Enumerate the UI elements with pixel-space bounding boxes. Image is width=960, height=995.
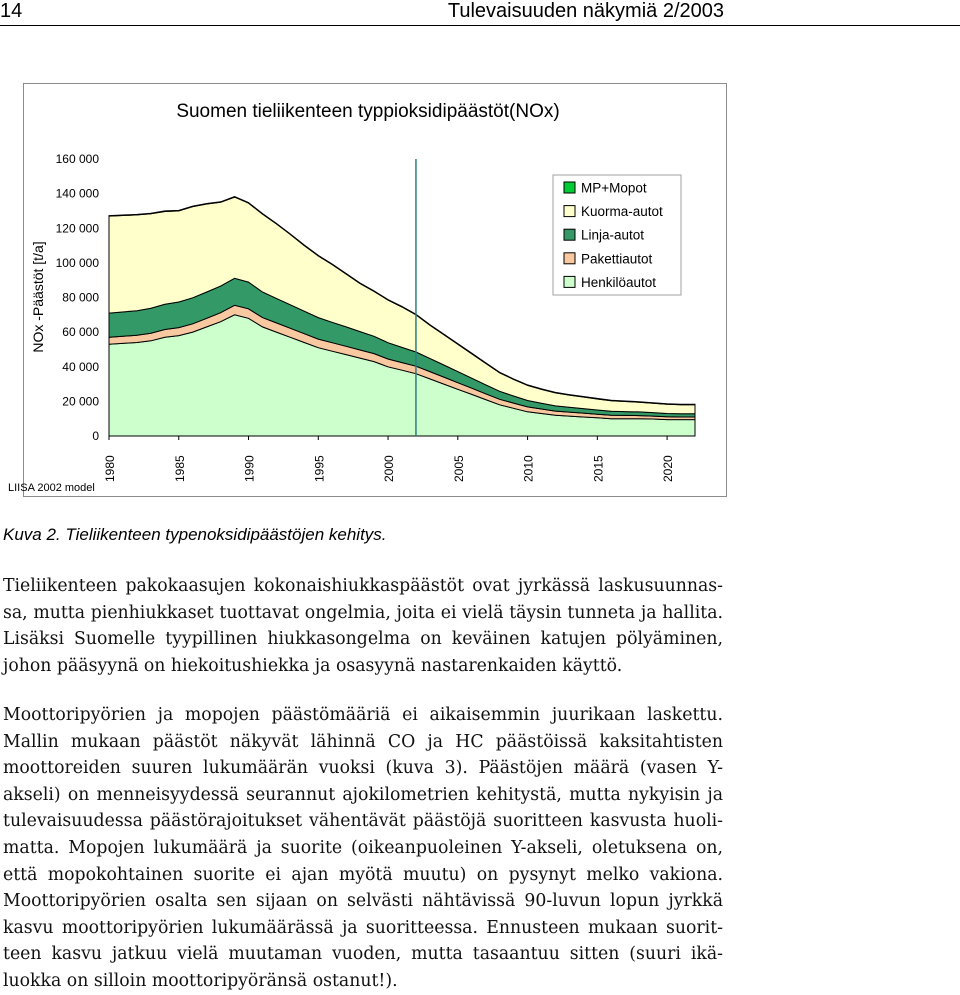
running-title: Tulevaisuuden näkymiä 2/2003 — [447, 0, 724, 22]
x-tick-label: 2010 — [521, 455, 536, 482]
text-line: tulevaisuudessa päästörajoitukset vähentävät päästöjä suoritteen kasvusta huoli- — [3, 811, 723, 832]
x-tick-label: 1985 — [172, 455, 187, 482]
text-line: sa, mutta pienhiukkaset tuottavat ongelmia, joita ei vielä täysin tunneta ja hallita. — [3, 602, 723, 623]
text-line: Mallin mukaan päästöt näkyvät lähinnä CO ja HC päästöissä kaksitahtisten — [3, 731, 723, 752]
y-tick-label: 0 — [92, 429, 99, 443]
x-tick-label: 2020 — [661, 455, 676, 482]
legend-swatch — [564, 182, 575, 193]
x-tick-label: 2000 — [382, 455, 396, 482]
text-line: kasvu moottoripyörien lukumäärässä ja suoritteessa. Ennusteen mukaan suorit- — [3, 917, 723, 938]
x-tick-label: 2005 — [451, 455, 466, 482]
y-axis-label: NOx -Päästöt [t/a] — [30, 241, 46, 353]
text-line: että mopokohtainen suorite ei ajan myötä muutu) on pysynyt melko vakiona. — [3, 864, 723, 885]
text-line: moottoreiden suuren lukumäärän vuoksi (kuva 3). Päästöjen määrä (vasen Y- — [3, 758, 723, 779]
legend-swatch — [564, 229, 575, 240]
legend-label: Kuorma-autot — [581, 204, 663, 220]
chart-title: Suomen tieliikenteen typpioksidipäästöt(NOx) — [176, 101, 560, 122]
paragraph-particulates — [3, 573, 723, 679]
page-number: 14 — [0, 0, 23, 22]
legend-label: Linja-autot — [581, 227, 645, 243]
legend-label: Pakettiautot — [581, 251, 653, 267]
y-tick-label: 140 000 — [55, 186, 99, 201]
text-line: Lisäksi Suomelle tyypillinen hiukkasongelma on keväinen katujen pölyäminen, — [3, 629, 723, 650]
y-tick-label: 100 000 — [55, 255, 99, 270]
text-line: teen kasvu jatkuu vielä muutaman vuoden, mutta tasaantuu sitten (suuri ikä- — [3, 944, 723, 965]
figure-caption: Kuva 2. Tieliikenteen typenoksidipäästöjen kehitys. — [3, 525, 387, 544]
legend-label: MP+Mopot — [581, 180, 647, 196]
y-tick-label: 80 000 — [62, 290, 99, 305]
x-tick-label: 1980 — [103, 455, 117, 482]
legend — [553, 175, 681, 295]
y-tick-label: 40 000 — [62, 359, 99, 374]
legend-swatch — [564, 276, 575, 287]
x-tick-label: 2015 — [591, 455, 606, 482]
text-line: luokka on silloin moottoripyöränsä ostanut!). — [3, 970, 398, 991]
legend-label: Henkilöautot — [581, 274, 657, 290]
y-tick-label: 160 000 — [55, 152, 99, 166]
y-tick-label: 60 000 — [62, 325, 99, 340]
text-line: akseli) on menneisyydessä seurannut ajokilometrien kehitystä, mutta nykyisin ja — [3, 784, 723, 805]
x-tick-label: 1990 — [242, 455, 257, 482]
x-tick-label: 1995 — [312, 455, 327, 482]
text-line: Tieliikenteen pakokaasujen kokonaishiukkaspäästöt ovat jyrkässä laskusuunnas- — [3, 576, 723, 596]
paragraph-motorcycles — [3, 702, 723, 995]
y-tick-label: 120 000 — [55, 221, 99, 236]
text-line: Moottoripyörien ja mopojen päästömääriä ei aikaisemmin juurikaan laskettu. — [3, 705, 723, 725]
text-line: matta. Mopojen lukumäärä ja suorite (oikeanpuoleinen Y-akseli, oletuksena on, — [3, 837, 723, 858]
legend-swatch — [564, 253, 575, 264]
text-line: Moottoripyörien osalta sen sijaan on selvästi nähtävissä 90-luvun lopun jyrkkä — [3, 891, 723, 912]
y-tick-label: 20 000 — [62, 394, 99, 409]
text-line: johon pääsyynä on hiekoitushiekka ja osasyynä nastarenkaiden käyttö. — [3, 655, 623, 676]
legend-swatch — [564, 206, 575, 217]
source-note: LIISA 2002 model — [8, 482, 95, 494]
